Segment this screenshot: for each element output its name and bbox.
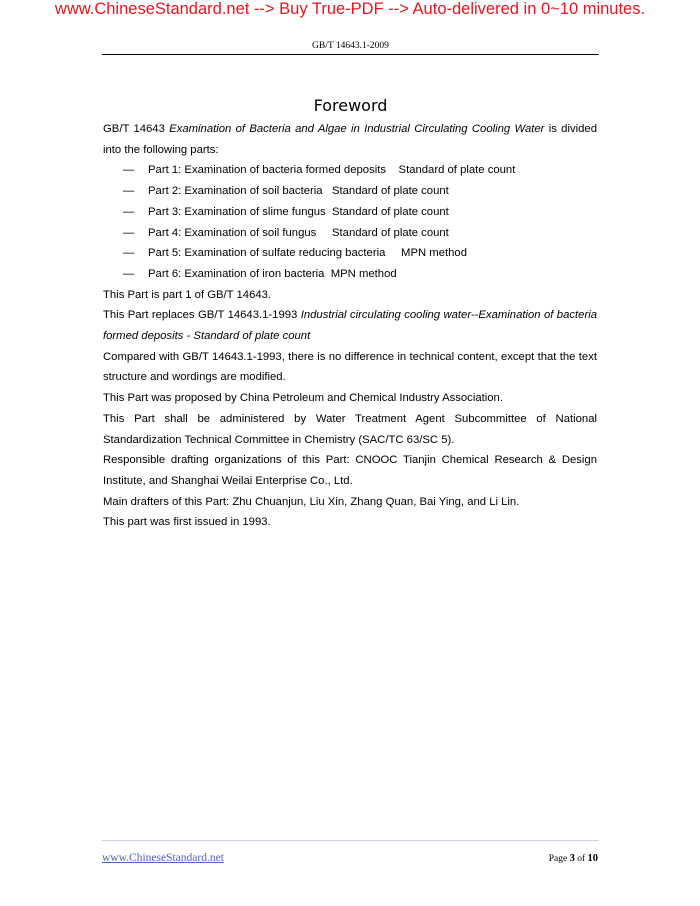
page-total: 10 (587, 853, 598, 864)
intro-standard-title: Examination of Bacteria and Algae in Industrial Circulating Cooling Water (169, 123, 545, 135)
first-issued-paragraph: This part was first issued in 1993. (103, 516, 271, 529)
list-item-text: Part 2: Examination of soil bacteria Standard of plate count (148, 185, 449, 198)
list-item-text: Part 3: Examination of slime fungus Standard of plate count (148, 205, 449, 218)
dash-bullet: — (123, 205, 135, 218)
list-item-text: Part 1: Examination of bacteria formed deposits Standard of plate count (148, 164, 516, 177)
dash-bullet: — (123, 226, 135, 239)
parts-list (103, 160, 597, 284)
page-current: 3 (569, 853, 575, 864)
proposed-paragraph: This Part was proposed by China Petroleum and Chemical Industry Association. (103, 392, 503, 405)
list-item (103, 202, 597, 223)
page-number (549, 852, 598, 866)
footer-divider (102, 840, 599, 841)
page-label: Page (548, 854, 570, 864)
list-item (103, 223, 597, 244)
list-item (103, 160, 597, 181)
dash-bullet: — (123, 185, 135, 198)
list-item (103, 181, 597, 202)
list-item-text: Part 4: Examination of soil fungus Standard of plate count (148, 226, 449, 239)
page-of: of (574, 854, 588, 864)
replaces-lead: This Part replaces GB/T 14643.1-1993 (103, 309, 301, 322)
foreword-body (103, 119, 597, 533)
header-doc-code: GB/T 14643.1-2009 (312, 41, 389, 51)
list-item-text: Part 5: Examination of sulfate reducing bacteria MPN method (148, 247, 467, 260)
dash-bullet: — (123, 267, 135, 280)
header-divider (102, 54, 599, 55)
footer-website-link[interactable]: www.ChineseStandard.net (102, 852, 224, 864)
list-item (103, 243, 597, 264)
dash-bullet: — (123, 247, 135, 260)
drafting-orgs-paragraph: Responsible drafting organizations of this Part: CNOOC Tianjin Chemical Research & Design Institute, and Shanghai Weilai Enterprise Co., Ltd. (103, 454, 597, 487)
page-title: Foreword (313, 96, 388, 115)
list-item (103, 264, 597, 285)
drafters-paragraph: Main drafters of this Part: Zhu Chuanjun, Liu Xin, Zhang Quan, Bai Ying, and Li Lin. (103, 495, 520, 508)
intro-paragraph (103, 119, 597, 160)
part-of-paragraph: This Part is part 1 of GB/T 14643. (103, 288, 272, 301)
list-item-text: Part 6: Examination of iron bacteria MPN method (148, 267, 397, 280)
dash-bullet: — (123, 164, 135, 177)
intro-tail: is divided into the following parts: (103, 123, 597, 156)
promo-banner: www.ChineseStandard.net --> Buy True-PDF --> Auto-delivered in 0~10 minutes. (54, 0, 646, 18)
replaced-standard-title: Industrial circulating cooling water--Examination of bacteria formed deposits - Standard of plate count (103, 309, 597, 343)
administered-paragraph: This Part shall be administered by Water Treatment Agent Subcommittee of National Standardization Technical Committee in Chemistry (SAC/TC 63/SC 5). (103, 412, 597, 446)
replaces-paragraph (103, 305, 597, 346)
intro-lead: GB/T 14643 (103, 123, 170, 135)
compared-paragraph: Compared with GB/T 14643.1-1993, there is no difference in technical content, except that the text structure and wordings are modified. (103, 350, 597, 384)
